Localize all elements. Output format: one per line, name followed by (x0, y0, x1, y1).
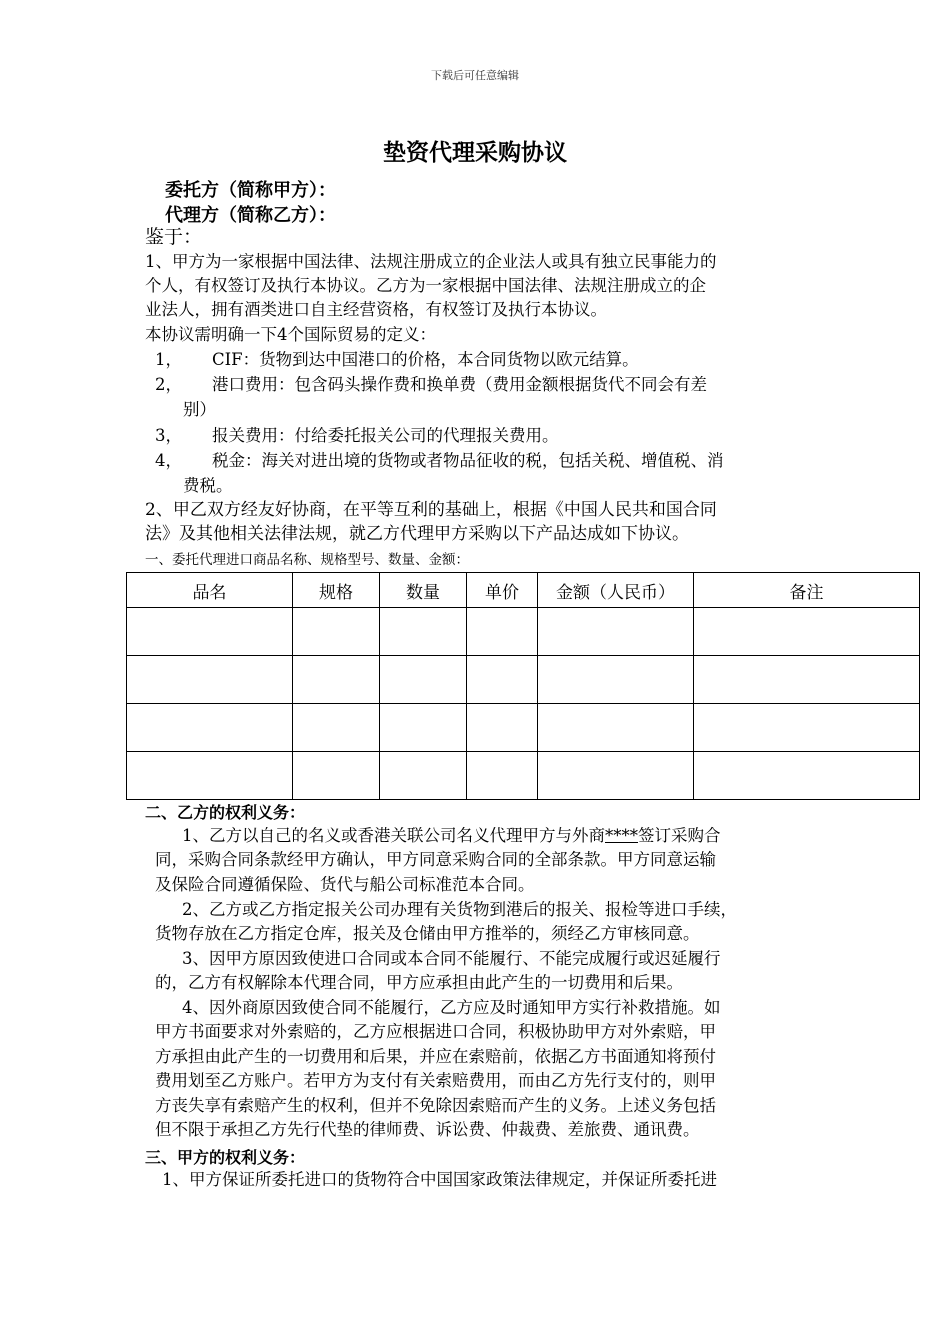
section2-clause4-line: 方承担由此产生的一切费用和后果，并应在索赔前，依据乙方书面通知将预付 (155, 1047, 716, 1066)
clause-text: 1、乙方以自己的名义或香港关联公司名义代理甲方与外商 (182, 826, 605, 845)
section2-clause4-line: 方丧失享有索赔产生的权利，但并不免除因索赔而产生的义务。上述义务包括 (155, 1096, 716, 1115)
section2-clause3-line: 3、因甲方原因致使进口合同或本合同不能履行、不能完成履行或迟延履行 (182, 949, 721, 968)
table-cell (380, 608, 467, 656)
goods-table (126, 572, 920, 800)
table-cell (467, 656, 538, 704)
para1-line: 业法人，拥有酒类进口自主经营资格，有权签订及执行本协议。 (145, 300, 607, 319)
definition-text: 报关费用：付给委托报关公司的代理报关费用。 (212, 426, 559, 445)
table-cell (694, 656, 920, 704)
table-cell (380, 704, 467, 752)
document-title: 垫资代理采购协议 (383, 140, 567, 166)
client-party-label: 委托方（简称甲方）： (165, 180, 336, 201)
section3-title: 三、甲方的权利义务： (145, 1148, 306, 1167)
table-cell (127, 704, 293, 752)
definition-text: 港口费用：包含码头操作费和换单费（费用金额根据货代不同会有差 (212, 375, 707, 394)
table-cell (380, 656, 467, 704)
section2-clause4-line: 甲方书面要求对外索赔的，乙方应根据进口合同，积极协助甲方对外索赔，甲 (155, 1022, 716, 1041)
agent-party-label: 代理方（简称乙方）： (165, 205, 336, 226)
column-header-quantity: 数量 (380, 573, 467, 608)
whereas-label: 鉴于： (145, 226, 203, 248)
definition-number: 3， (155, 426, 182, 445)
table-row (127, 752, 920, 800)
table-cell (127, 656, 293, 704)
table-cell (467, 752, 538, 800)
definition-text: 税金：海关对进出境的货物或者物品征收的税，包括关税、增值税、消 (212, 451, 724, 470)
definition-number: 4， (155, 451, 182, 470)
column-header-amount: 金额（人民币） (538, 573, 694, 608)
section3-clause1-line: 1、甲方保证所委托进口的货物符合中国国家政策法律规定，并保证所委托进 (162, 1170, 717, 1189)
header-note: 下载后可任意编辑 (431, 69, 519, 82)
section2-clause1-line: 及保险合同遵循保险、货代与船公司标准范本合同。 (155, 875, 535, 894)
para1-line: 1、甲方为一家根据中国法律、法规注册成立的企业法人或具有独立民事能力的 (145, 252, 717, 271)
table-cell (293, 608, 380, 656)
definition-number: 2， (155, 375, 182, 394)
table-cell (293, 752, 380, 800)
column-header-spec: 规格 (293, 573, 380, 608)
section2-title: 二、乙方的权利义务： (145, 803, 306, 822)
para2-line: 法》及其他相关法律法规，就乙方代理甲方采购以下产品达成如下协议。 (145, 524, 689, 544)
clause-text: 签订采购合 (638, 826, 721, 845)
section2-clause3-line: 的，乙方有权解除本代理合同，甲方应承担由此产生的一切费用和后果。 (155, 973, 683, 992)
redacted-party-name: **** (605, 826, 638, 845)
definition-text: 费税。 (183, 476, 233, 495)
table-cell (467, 608, 538, 656)
section2-clause4-line: 4、因外商原因致使合同不能履行，乙方应及时通知甲方实行补救措施。如 (182, 998, 721, 1017)
definitions-intro: 本协议需明确一下4个国际贸易的定义： (145, 325, 436, 344)
section2-clause4-line: 但不限于承担乙方先行代垫的律师费、诉讼费、仲裁费、差旅费、通讯费。 (155, 1120, 700, 1139)
table-cell (127, 608, 293, 656)
table-cell (694, 704, 920, 752)
table-row (127, 656, 920, 704)
section1-title: 一、委托代理进口商品名称、规格型号、数量、金额： (145, 552, 469, 568)
table-cell (694, 608, 920, 656)
table-cell (538, 752, 694, 800)
table-header-row (127, 573, 920, 608)
table-cell (293, 656, 380, 704)
table-cell (380, 752, 467, 800)
section2-clause1-line: 同，采购合同条款经甲方确认，甲方同意采购合同的全部条款。甲方同意运输 (155, 850, 716, 869)
table-cell (538, 608, 694, 656)
section2-clause2-line: 货物存放在乙方指定仓库，报关及仓储由甲方推举的，须经乙方审核同意。 (155, 924, 700, 943)
definition-text: 别） (183, 400, 216, 419)
section2-clause1-line (182, 824, 721, 848)
table-row (127, 704, 920, 752)
table-cell (694, 752, 920, 800)
table-row (127, 608, 920, 656)
column-header-unit-price: 单价 (467, 573, 538, 608)
para2-line: 2、甲乙双方经友好协商，在平等互利的基础上，根据《中国人民共和国合同 (145, 500, 717, 520)
column-header-name: 品名 (127, 573, 293, 608)
table-cell (538, 656, 694, 704)
section2-clause2-line: 2、乙方或乙方指定报关公司办理有关货物到港后的报关、报检等进口手续， (182, 900, 737, 919)
table-cell (538, 704, 694, 752)
table-cell (293, 704, 380, 752)
table-cell (467, 704, 538, 752)
definition-text: CIF：货物到达中国港口的价格，本合同货物以欧元结算。 (212, 350, 639, 369)
column-header-remarks: 备注 (694, 573, 920, 608)
table-cell (127, 752, 293, 800)
definition-number: 1， (155, 350, 182, 369)
para1-line: 个人，有权签订及执行本协议。乙方为一家根据中国法律、法规注册成立的企 (145, 276, 706, 295)
section2-clause4-line: 费用划至乙方账户。若甲方为支付有关索赔费用，而由乙方先行支付的，则甲 (155, 1071, 716, 1090)
